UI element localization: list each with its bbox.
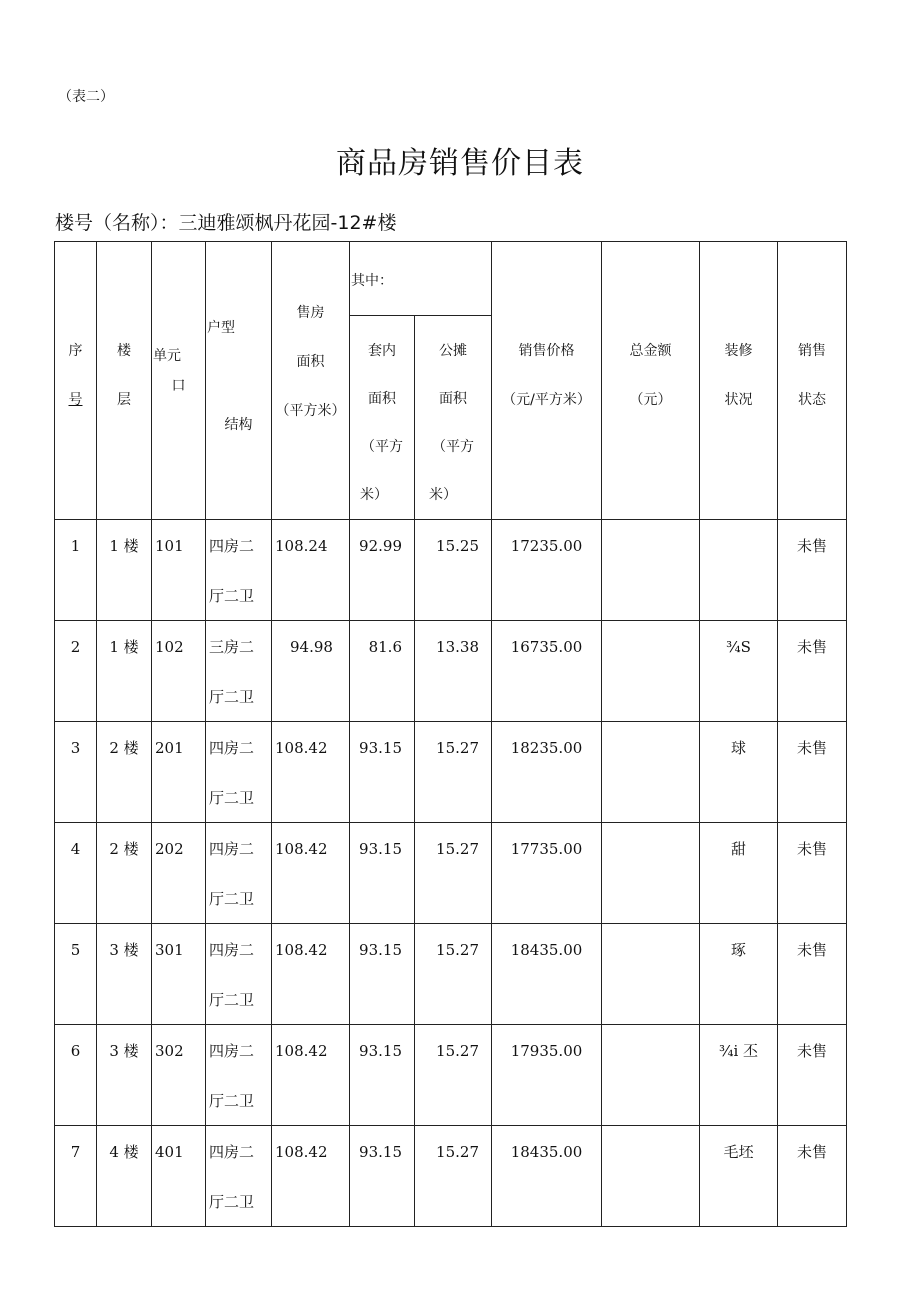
cell-unit bbox=[152, 520, 206, 621]
cell-type-line-1: 四房二 bbox=[209, 537, 255, 555]
cell-seq-text: 7 bbox=[70, 1143, 81, 1161]
cell-type-line-1: 四房二 bbox=[209, 1143, 255, 1161]
header-price-line-1: 销售价格 bbox=[518, 343, 575, 359]
cell-sale-area bbox=[272, 621, 350, 722]
cell-shared-area bbox=[415, 924, 492, 1025]
header-inner-area-line-2: 面积 bbox=[368, 391, 396, 407]
cell-unit bbox=[152, 823, 206, 924]
cell-total bbox=[602, 1025, 700, 1126]
cell-total bbox=[602, 1126, 700, 1227]
cell-total bbox=[602, 520, 700, 621]
cell-status-text: 未售 bbox=[796, 1042, 827, 1060]
cell-status bbox=[778, 722, 847, 823]
cell-status-text: 未售 bbox=[796, 1143, 827, 1161]
cell-type-line-2: 厅二卫 bbox=[209, 688, 255, 706]
cell-total-text bbox=[602, 924, 699, 926]
cell-status bbox=[778, 1126, 847, 1227]
cell-status bbox=[778, 520, 847, 621]
cell-seq bbox=[55, 1126, 97, 1227]
cell-inner-area-text: 93.15 bbox=[359, 840, 402, 858]
cell-decoration bbox=[700, 1025, 778, 1126]
cell-decoration-text bbox=[700, 520, 777, 522]
cell-status bbox=[778, 621, 847, 722]
header-type-line-2: 结构 bbox=[224, 417, 253, 433]
header-shared-area bbox=[415, 316, 492, 520]
cell-status bbox=[778, 924, 847, 1025]
cell-status-text: 未售 bbox=[796, 941, 827, 959]
cell-status-text: 未售 bbox=[796, 638, 827, 656]
cell-total-text bbox=[602, 823, 699, 825]
cell-type bbox=[206, 520, 272, 621]
cell-shared-area bbox=[415, 520, 492, 621]
cell-inner-area bbox=[350, 520, 415, 621]
header-price-line-2: （元/平方米） bbox=[502, 392, 591, 408]
cell-floor-text: 2 楼 bbox=[109, 840, 139, 858]
cell-type-line-2: 厅二卫 bbox=[209, 1193, 255, 1211]
cell-sale-area-text: 108.42 bbox=[275, 1042, 328, 1060]
cell-decoration bbox=[700, 520, 778, 621]
table-row bbox=[55, 520, 847, 621]
cell-floor bbox=[97, 520, 152, 621]
cell-type-line-1: 四房二 bbox=[209, 739, 255, 757]
cell-seq bbox=[55, 924, 97, 1025]
cell-inner-area-text: 93.15 bbox=[359, 941, 402, 959]
cell-price bbox=[492, 621, 602, 722]
building-line bbox=[55, 208, 396, 235]
cell-shared-area-text: 13.38 bbox=[436, 638, 479, 656]
building-name: 三迪雅颂枫丹花园-12#楼 bbox=[178, 212, 397, 234]
cell-inner-area bbox=[350, 924, 415, 1025]
cell-shared-area bbox=[415, 1126, 492, 1227]
cell-status-text: 未售 bbox=[796, 840, 827, 858]
cell-type-line-2: 厅二卫 bbox=[209, 991, 255, 1009]
table-row bbox=[55, 1025, 847, 1126]
header-type bbox=[206, 242, 272, 520]
header-floor-line-1: 楼 bbox=[117, 343, 131, 359]
cell-type-line-2: 厅二卫 bbox=[209, 587, 255, 605]
cell-inner-area-text: 93.15 bbox=[359, 1143, 402, 1161]
cell-inner-area-text: 81.6 bbox=[368, 638, 402, 656]
cell-seq bbox=[55, 520, 97, 621]
cell-unit-text: 102 bbox=[155, 638, 184, 656]
header-unit bbox=[152, 242, 206, 520]
cell-inner-area bbox=[350, 722, 415, 823]
cell-inner-area-text: 93.15 bbox=[359, 739, 402, 757]
cell-status-text: 未售 bbox=[796, 739, 827, 757]
cell-sale-area bbox=[272, 520, 350, 621]
cell-seq-text: 3 bbox=[70, 739, 81, 757]
cell-decoration-text: 毛坯 bbox=[723, 1143, 754, 1161]
cell-type bbox=[206, 1126, 272, 1227]
cell-seq bbox=[55, 1025, 97, 1126]
cell-status bbox=[778, 823, 847, 924]
header-price bbox=[492, 242, 602, 520]
page-title: 商品房销售价目表 bbox=[336, 146, 584, 181]
table-label: （表二） bbox=[58, 89, 114, 105]
cell-type-line-2: 厅二卫 bbox=[209, 890, 255, 908]
cell-seq-text: 2 bbox=[70, 638, 81, 656]
cell-price-text: 17235.00 bbox=[510, 537, 583, 555]
cell-seq bbox=[55, 722, 97, 823]
cell-sale-area-text: 108.42 bbox=[275, 739, 328, 757]
cell-decoration-text: 琢 bbox=[730, 941, 746, 959]
cell-price-text: 16735.00 bbox=[510, 638, 583, 656]
cell-sale-area-text: 108.42 bbox=[275, 941, 328, 959]
cell-price-text: 18435.00 bbox=[510, 941, 583, 959]
cell-seq bbox=[55, 823, 97, 924]
cell-unit-text: 101 bbox=[155, 537, 184, 555]
header-decoration-line-1: 装修 bbox=[724, 343, 753, 359]
cell-sale-area bbox=[272, 722, 350, 823]
cell-shared-area bbox=[415, 1025, 492, 1126]
header-shared-area-line-2: 面积 bbox=[439, 391, 467, 407]
cell-shared-area bbox=[415, 823, 492, 924]
cell-unit bbox=[152, 722, 206, 823]
cell-price bbox=[492, 924, 602, 1025]
cell-seq-text: 6 bbox=[70, 1042, 81, 1060]
cell-price bbox=[492, 520, 602, 621]
cell-seq-text: 5 bbox=[70, 941, 81, 959]
cell-decoration-text: ¾i 丕 bbox=[718, 1042, 759, 1060]
cell-shared-area-text: 15.27 bbox=[436, 941, 479, 959]
header-row bbox=[55, 242, 847, 316]
header-shared-area-line-4: 米） bbox=[429, 487, 457, 503]
header-of-which-text: 其中： bbox=[351, 273, 393, 289]
cell-floor-text: 3 楼 bbox=[109, 1042, 139, 1060]
cell-type bbox=[206, 1025, 272, 1126]
cell-unit bbox=[152, 924, 206, 1025]
cell-price bbox=[492, 1025, 602, 1126]
cell-total bbox=[602, 621, 700, 722]
cell-price-text: 17735.00 bbox=[510, 840, 583, 858]
table-row bbox=[55, 924, 847, 1025]
cell-total-text bbox=[602, 1025, 699, 1027]
cell-unit-text: 202 bbox=[155, 840, 184, 858]
cell-inner-area-text: 93.15 bbox=[359, 1042, 402, 1060]
header-shared-area-line-1: 公摊 bbox=[439, 343, 467, 359]
header-decoration bbox=[700, 242, 778, 520]
cell-sale-area-text: 94.98 bbox=[290, 638, 333, 656]
cell-decoration bbox=[700, 924, 778, 1025]
table-row bbox=[55, 621, 847, 722]
header-of-which bbox=[350, 242, 492, 316]
cell-sale-area-text: 108.42 bbox=[275, 1143, 328, 1161]
cell-status bbox=[778, 1025, 847, 1126]
header-sale-area-line-2: 面积 bbox=[296, 354, 325, 370]
cell-inner-area bbox=[350, 1126, 415, 1227]
cell-inner-area bbox=[350, 823, 415, 924]
header-floor bbox=[97, 242, 152, 520]
cell-unit-text: 201 bbox=[155, 739, 184, 757]
cell-total bbox=[602, 924, 700, 1025]
building-label: 楼号（名称）： bbox=[55, 212, 179, 234]
cell-floor bbox=[97, 823, 152, 924]
cell-floor-text: 3 楼 bbox=[109, 941, 139, 959]
cell-price-text: 18235.00 bbox=[510, 739, 583, 757]
header-decoration-line-2: 状况 bbox=[724, 392, 753, 408]
cell-decoration bbox=[700, 823, 778, 924]
cell-seq-text: 4 bbox=[70, 840, 81, 858]
header-status-line-1: 销售 bbox=[798, 343, 826, 359]
cell-price bbox=[492, 1126, 602, 1227]
cell-shared-area-text: 15.27 bbox=[436, 840, 479, 858]
cell-decoration-text: 甜 bbox=[730, 840, 746, 858]
cell-inner-area bbox=[350, 1025, 415, 1126]
cell-sale-area bbox=[272, 823, 350, 924]
header-status bbox=[778, 242, 847, 520]
table-row bbox=[55, 1126, 847, 1227]
cell-price bbox=[492, 823, 602, 924]
cell-floor-text: 1 楼 bbox=[109, 537, 139, 555]
header-total-line-2: （元） bbox=[629, 392, 672, 408]
cell-shared-area bbox=[415, 621, 492, 722]
cell-total-text bbox=[602, 621, 699, 623]
cell-shared-area-text: 15.27 bbox=[436, 1143, 479, 1161]
cell-type-line-1: 四房二 bbox=[209, 840, 255, 858]
header-inner-area bbox=[350, 316, 415, 520]
header-sale-area-line-1: 售房 bbox=[296, 305, 325, 321]
cell-floor bbox=[97, 924, 152, 1025]
header-floor-line-2: 层 bbox=[117, 392, 131, 408]
header-unit-line-2: 口 bbox=[171, 378, 186, 394]
price-table bbox=[54, 241, 847, 1227]
cell-decoration bbox=[700, 722, 778, 823]
cell-floor-text: 2 楼 bbox=[109, 739, 139, 757]
cell-unit bbox=[152, 1126, 206, 1227]
cell-price-text: 18435.00 bbox=[510, 1143, 583, 1161]
cell-type-line-1: 四房二 bbox=[209, 1042, 255, 1060]
cell-type bbox=[206, 823, 272, 924]
cell-type-line-1: 三房二 bbox=[209, 638, 255, 656]
cell-total-text bbox=[602, 1126, 699, 1128]
header-total bbox=[602, 242, 700, 520]
header-seq bbox=[55, 242, 97, 520]
table-row bbox=[55, 722, 847, 823]
cell-seq-text: 1 bbox=[70, 537, 81, 555]
cell-type-line-1: 四房二 bbox=[209, 941, 255, 959]
header-shared-area-line-3: （平方 bbox=[432, 439, 474, 455]
cell-sale-area bbox=[272, 924, 350, 1025]
cell-decoration bbox=[700, 1126, 778, 1227]
cell-shared-area bbox=[415, 722, 492, 823]
cell-sale-area bbox=[272, 1126, 350, 1227]
cell-shared-area-text: 15.27 bbox=[436, 739, 479, 757]
header-seq-line-2: 号 bbox=[68, 392, 83, 408]
cell-decoration bbox=[700, 621, 778, 722]
cell-type bbox=[206, 722, 272, 823]
header-inner-area-line-4: 米） bbox=[360, 487, 388, 503]
cell-decoration-text: ¾S bbox=[726, 638, 751, 656]
header-seq-line-1: 序 bbox=[68, 343, 83, 359]
cell-type-line-2: 厅二卫 bbox=[209, 1092, 255, 1110]
cell-type-line-2: 厅二卫 bbox=[209, 789, 255, 807]
cell-sale-area-text: 108.24 bbox=[275, 537, 328, 555]
cell-seq bbox=[55, 621, 97, 722]
cell-total-text bbox=[602, 520, 699, 522]
table-row bbox=[55, 823, 847, 924]
header-total-line-1: 总金额 bbox=[629, 343, 672, 359]
cell-floor bbox=[97, 621, 152, 722]
cell-floor bbox=[97, 722, 152, 823]
cell-unit-text: 401 bbox=[155, 1143, 184, 1161]
cell-shared-area-text: 15.25 bbox=[436, 537, 479, 555]
header-unit-line-1: 单元 bbox=[153, 348, 181, 364]
cell-floor-text: 1 楼 bbox=[109, 638, 139, 656]
header-status-line-2: 状态 bbox=[798, 392, 826, 408]
cell-sale-area bbox=[272, 1025, 350, 1126]
cell-status-text: 未售 bbox=[796, 537, 827, 555]
header-sale-area bbox=[272, 242, 350, 520]
cell-price-text: 17935.00 bbox=[510, 1042, 583, 1060]
header-inner-area-line-1: 套内 bbox=[368, 343, 396, 359]
cell-price bbox=[492, 722, 602, 823]
cell-decoration-text: 球 bbox=[730, 739, 746, 757]
cell-total bbox=[602, 722, 700, 823]
cell-type bbox=[206, 621, 272, 722]
header-inner-area-line-3: （平方 bbox=[361, 439, 403, 455]
header-sale-area-line-3: （平方米） bbox=[275, 403, 346, 419]
cell-total bbox=[602, 823, 700, 924]
cell-inner-area bbox=[350, 621, 415, 722]
cell-sale-area-text: 108.42 bbox=[275, 840, 328, 858]
cell-inner-area-text: 92.99 bbox=[359, 537, 402, 555]
cell-floor-text: 4 楼 bbox=[109, 1143, 139, 1161]
cell-unit bbox=[152, 1025, 206, 1126]
header-type-line-1: 户型 bbox=[207, 320, 235, 336]
cell-unit-text: 302 bbox=[155, 1042, 184, 1060]
cell-unit-text: 301 bbox=[155, 941, 184, 959]
cell-type bbox=[206, 924, 272, 1025]
cell-floor bbox=[97, 1025, 152, 1126]
cell-shared-area-text: 15.27 bbox=[436, 1042, 479, 1060]
cell-unit bbox=[152, 621, 206, 722]
cell-floor bbox=[97, 1126, 152, 1227]
cell-total-text bbox=[602, 722, 699, 724]
